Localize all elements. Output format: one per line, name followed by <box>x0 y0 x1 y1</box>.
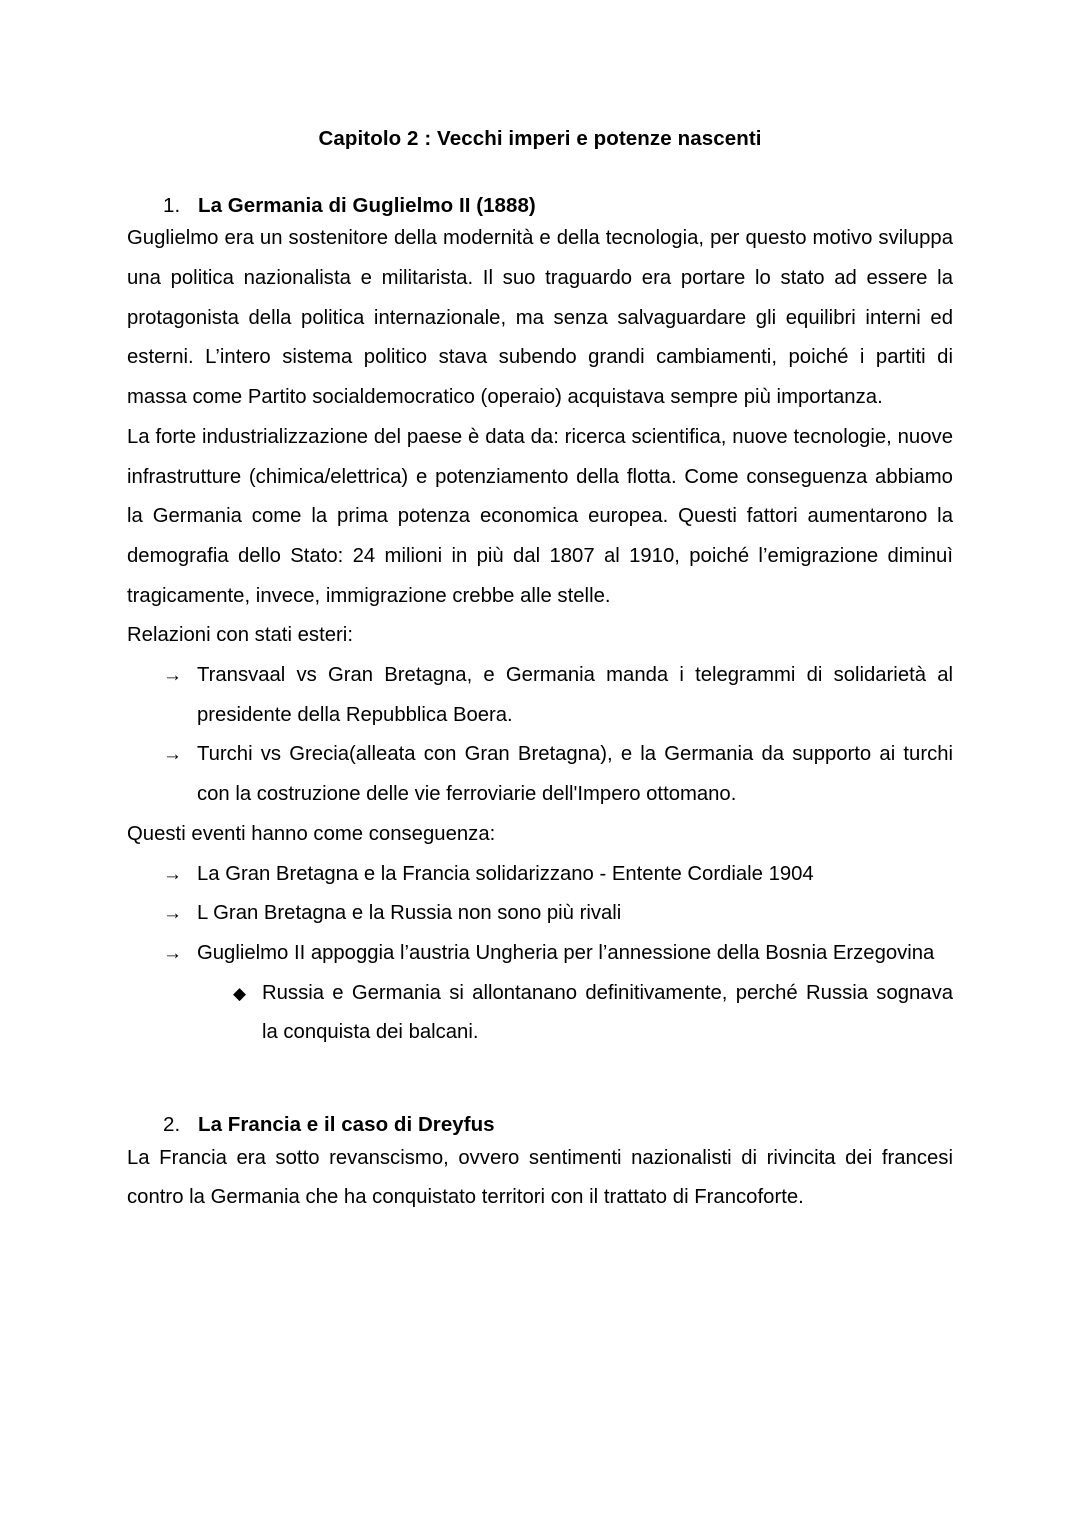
list-item <box>127 735 953 814</box>
section-heading-label-1: La Germania di Guglielmo II (1888) <box>198 193 536 217</box>
section-gap <box>127 1053 953 1111</box>
list-item <box>127 855 953 895</box>
section-1-list-1 <box>127 656 953 815</box>
list-item-label: L Gran Bretagna e la Russia non sono più rivali <box>197 902 622 925</box>
list-item-label: Transvaal vs Gran Bretagna, e Germania manda i telegrammi di solidarietà al presidente della Repubblica Boera. <box>197 664 953 726</box>
section-1-lead-in-2: Questi eventi hanno come conseguenza: <box>127 822 496 845</box>
list-item-label: Turchi vs Grecia(alleata con Gran Bretagna), e la Germania da supporto ai turchi con la costruzione delle vie ferroviarie dell'Impero ottomano. <box>197 743 953 806</box>
list-item <box>127 656 953 735</box>
section-number-2: 2. <box>163 1113 181 1137</box>
page-title: Capitolo 2 : Vecchi imperi e potenze nascenti <box>318 127 762 150</box>
sublist-item <box>197 974 953 1053</box>
section-2-paragraph-1: La Francia era sotto revanscismo, ovvero sentimenti nazionalisti di rivincita dei francesi contro la Germania che ha conquistato territori con il trattato di Francoforte. <box>127 1146 953 1209</box>
list-item-label: Guglielmo II appoggia l’austria Ungheria per l’annessione della Bosnia Erzegovina <box>197 941 935 964</box>
list-item <box>127 894 953 934</box>
diamond-bullet-icon: ◆ <box>233 983 247 1003</box>
title-spacer <box>127 152 953 192</box>
section-1-paragraph-1: Guglielmo era un sostenitore della modernità e della tecnologia, per questo motivo sviluppa una politica nazionalista e militarista. Il suo traguardo era portare lo stato ad essere la protagonista della politica internazionale, ma senza salvaguardare gli equilibri interni ed esterni. L’intero sistema politico stava subendo grandi cambiamenti, poiché i partiti di massa come Partito socialdemocratico (operaio) acquistava sempre più importanza. <box>127 227 953 409</box>
section-heading-2 <box>127 1111 953 1139</box>
arrow-right-icon: → <box>163 744 182 766</box>
section-1-list-2 <box>127 855 953 1054</box>
arrow-right-icon: → <box>163 942 182 964</box>
section-1-lead-in-1: Relazioni con stati esteri: <box>127 624 353 647</box>
document-content <box>127 0 953 1218</box>
section-number-1: 1. <box>163 193 181 217</box>
sublist-item-label: Russia e Germania si allontanano definitivamente, perché Russia sognava la conquista dei balcani. <box>262 981 953 1044</box>
arrow-right-icon: → <box>163 665 182 687</box>
section-heading-1 <box>127 192 953 220</box>
section-1-paragraph-2: La forte industrializzazione del paese è data da: ricerca scientifica, nuove tecnologie, nuove infrastrutture (chimica/elettrica) e potenziamento della flotta. Come conseguenza abbiamo la Germania come la prima potenza economica europea. Questi fattori aumentarono la demografia dello Stato: 24 milioni in più dal 1807 al 1910, poiché l’emigrazione diminuì tragicamente, invece, immigrazione crebbe alle stelle. <box>127 425 953 607</box>
arrow-right-icon: → <box>163 863 182 885</box>
list-item-label: La Gran Bretagna e la Francia solidarizzano - Entente Cordiale 1904 <box>197 862 814 885</box>
arrow-right-icon: → <box>163 903 182 925</box>
section-1-sublist <box>197 974 953 1053</box>
list-item <box>127 934 953 1053</box>
section-heading-label-2: La Francia e il caso di Dreyfus <box>198 1113 495 1137</box>
